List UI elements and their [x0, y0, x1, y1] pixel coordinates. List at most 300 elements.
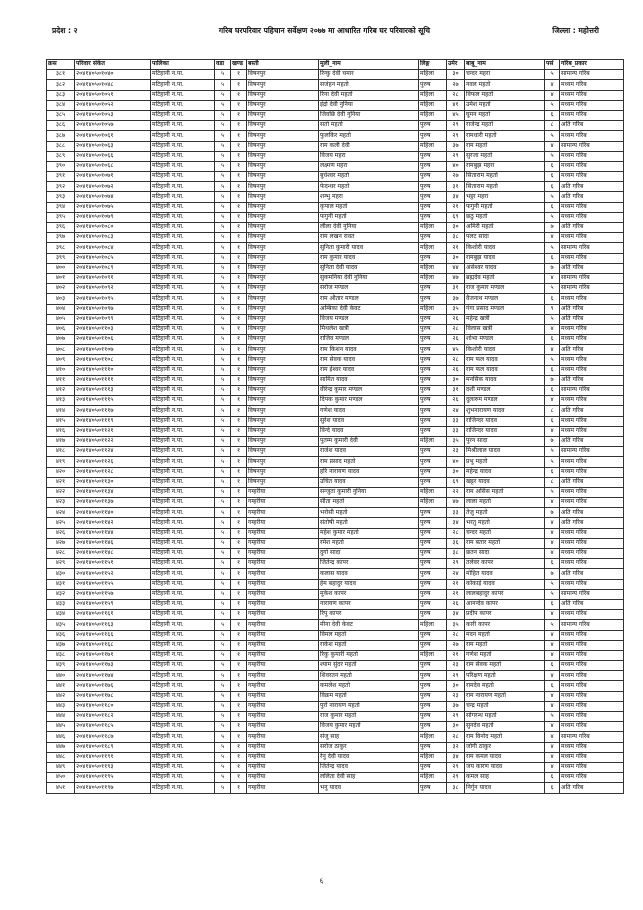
cell-block: १ [231, 202, 247, 212]
cell-serial: ४४६ [47, 732, 75, 742]
cell-head-name: फुलकिर महतो [319, 131, 419, 141]
cell-settlement: गम्हरीया [247, 671, 319, 681]
cell-household-code: २०४१४०५०१०७९ [75, 212, 151, 222]
cell-serial: ३९७ [47, 233, 75, 243]
table-row [47, 233, 624, 243]
cell-head-name: पुरो नारायण महतो [319, 701, 419, 711]
cell-father-name: मनसिक यादव [465, 375, 545, 385]
cell-poverty-type: मध्यम गरिब [560, 762, 624, 772]
cell-household-code: २०४१४०५०१०८९ [75, 263, 151, 273]
cell-serial: ३९६ [47, 223, 75, 233]
cell-gender: पुरुष [419, 375, 447, 385]
cell-head-name: सीता महतो [319, 498, 419, 508]
cell-serial: ४४१ [47, 681, 75, 691]
table-row [47, 701, 624, 711]
col-header-household-code: परिवार संकेत [75, 60, 151, 70]
cell-block: १ [231, 671, 247, 681]
cell-household-code: २०४१४०५०१०७१ [75, 172, 151, 182]
cell-gender: पुरुष [419, 691, 447, 701]
cell-block: १ [231, 518, 247, 528]
cell-family-size: ४ [545, 90, 560, 100]
cell-settlement: विषनपुर [247, 243, 319, 253]
cell-municipality: मटिहानी न.पा. [151, 640, 215, 650]
cell-father-name: परिक्षण महतो [465, 671, 545, 681]
cell-household-code: २०४१४०५०११३० [75, 477, 151, 487]
cell-ward: ५ [215, 722, 231, 732]
cell-municipality: मटिहानी न.पा. [151, 192, 215, 202]
cell-household-code: २०४१४०५०११०६ [75, 335, 151, 345]
cell-household-code: २०४१४०५०११५७ [75, 589, 151, 599]
table-row [47, 640, 624, 650]
cell-settlement: विषनपुर [247, 172, 319, 182]
table-row [47, 345, 624, 355]
cell-father-name: वैजनाथ मण्डल [465, 294, 545, 304]
cell-gender: पुरुष [419, 538, 447, 548]
cell-serial: ४३८ [47, 650, 75, 660]
cell-gender: पुरुष [419, 355, 447, 365]
cell-age: ३० [447, 70, 465, 80]
cell-municipality: मटिहानी न.पा. [151, 212, 215, 222]
cell-settlement: विषनपुर [247, 345, 319, 355]
cell-serial: ४१५ [47, 416, 75, 426]
col-header-father-name: बाबु_नाम [465, 60, 545, 70]
cell-block: १ [231, 620, 247, 630]
cell-age: २९ [447, 559, 465, 569]
cell-poverty-type: मध्यम गरिब [560, 253, 624, 263]
cell-family-size: ६ [545, 182, 560, 192]
cell-gender: पुरुष [419, 172, 447, 182]
cell-father-name: राम असिस महतो [465, 487, 545, 497]
cell-father-name: कारी कापर [465, 620, 545, 630]
cell-poverty-type: मध्यम गरिब [560, 579, 624, 589]
cell-family-size: ४ [545, 691, 560, 701]
cell-serial: ४१८ [47, 447, 75, 457]
cell-household-code: २०४१४०५०११४६ [75, 538, 151, 548]
col-header-family-size: पसं [545, 60, 560, 70]
cell-settlement: गम्हरीया [247, 528, 319, 538]
cell-municipality: मटिहानी न.पा. [151, 172, 215, 182]
cell-ward: ५ [215, 375, 231, 385]
table-row [47, 691, 624, 701]
cell-settlement: विषनपुर [247, 375, 319, 385]
cell-gender: पुरुष [419, 528, 447, 538]
cell-father-name: फगुनी महतो [465, 202, 545, 212]
cell-poverty-type: अति गरिब [560, 192, 624, 202]
cell-municipality: मटिहानी न.पा. [151, 579, 215, 589]
cell-settlement: गम्हरीया [247, 518, 319, 528]
cell-father-name: दशी मण्डल [465, 386, 545, 396]
cell-poverty-type: मध्यम गरिब [560, 365, 624, 375]
cell-father-name: राम सेवक महतो [465, 661, 545, 671]
cell-municipality: मटिहानी न.पा. [151, 701, 215, 711]
cell-family-size: ६ [545, 783, 560, 793]
cell-block: १ [231, 528, 247, 538]
cell-settlement: विषनपुर [247, 396, 319, 406]
cell-gender: पुरुष [419, 233, 447, 243]
cell-ward: ५ [215, 436, 231, 446]
cell-family-size: ४ [545, 640, 560, 650]
cell-age: ३० [447, 223, 465, 233]
cell-gender: पुरुष [419, 589, 447, 599]
cell-settlement: विषनपुर [247, 477, 319, 487]
cell-household-code: २०४१४०५०१०८३ [75, 233, 151, 243]
cell-ward: ५ [215, 182, 231, 192]
cell-household-code: २०४१४०५०१११७ [75, 406, 151, 416]
cell-gender: पुरुष [419, 467, 447, 477]
cell-settlement: विषनपुर [247, 314, 319, 324]
cell-block: १ [231, 508, 247, 518]
cell-family-size: ७ [545, 223, 560, 233]
cell-family-size: ७ [545, 436, 560, 446]
table-row [47, 355, 624, 365]
cell-gender: पुरुष [419, 416, 447, 426]
cell-ward: ५ [215, 518, 231, 528]
cell-settlement: विषनपुर [247, 161, 319, 171]
table-row [47, 773, 624, 783]
cell-serial: ४३४ [47, 610, 75, 620]
cell-municipality: मटिहानी न.पा. [151, 528, 215, 538]
cell-age: २८ [447, 528, 465, 538]
cell-ward: ५ [215, 549, 231, 559]
cell-block: १ [231, 121, 247, 131]
cell-municipality: मटिहानी न.पा. [151, 304, 215, 314]
cell-block: १ [231, 610, 247, 620]
table-row [47, 273, 624, 283]
table-row [47, 538, 624, 548]
cell-gender: पुरुष [419, 549, 447, 559]
table-row [47, 365, 624, 375]
cell-father-name: महेन्द्र यादव [465, 467, 545, 477]
cell-gender: पुरुष [419, 202, 447, 212]
cell-ward: ५ [215, 192, 231, 202]
cell-household-code: २०४१४०५०१०९९ [75, 314, 151, 324]
page-number: ६ [319, 877, 324, 885]
cell-ward: ५ [215, 294, 231, 304]
cell-family-size: ६ [545, 335, 560, 345]
cell-poverty-type: मध्यम गरिब [560, 457, 624, 467]
cell-father-name: किशोरी यादव [465, 243, 545, 253]
cell-household-code: २०४१४०५०११५५ [75, 579, 151, 589]
cell-family-size: ४ [545, 671, 560, 681]
cell-age: ३८ [447, 233, 465, 243]
cell-poverty-type: अति गरिब [560, 599, 624, 609]
cell-father-name: छतन सादा [465, 549, 545, 559]
cell-block: १ [231, 182, 247, 192]
table-row [47, 212, 624, 222]
cell-ward: ५ [215, 487, 231, 497]
cell-municipality: मटिहानी न.पा. [151, 324, 215, 334]
table-row [47, 141, 624, 151]
cell-father-name: भट्ठर महरा [465, 192, 545, 202]
cell-age: ३० [447, 467, 465, 477]
cell-household-code: २०४१४०५०११६१ [75, 610, 151, 620]
cell-head-name: सजंहन महतो [319, 80, 419, 90]
cell-block: १ [231, 681, 247, 691]
household-table [46, 59, 624, 794]
cell-head-name: फगुनी महतो [319, 212, 419, 222]
cell-serial: ४५१ [47, 783, 75, 793]
table-row [47, 436, 624, 446]
cell-ward: ५ [215, 650, 231, 660]
cell-father-name: जोगी ठाकुर [465, 742, 545, 752]
cell-ward: ५ [215, 732, 231, 742]
cell-head-name: सुनिता देवी यादव [319, 263, 419, 273]
cell-block: १ [231, 192, 247, 202]
cell-poverty-type: मध्यम गरिब [560, 712, 624, 722]
table-row [47, 610, 624, 620]
cell-poverty-type: अति गरिब [560, 263, 624, 273]
cell-gender: पुरुष [419, 80, 447, 90]
cell-gender: पुरुष [419, 671, 447, 681]
cell-settlement: गम्हरीया [247, 538, 319, 548]
cell-family-size: ४ [545, 742, 560, 752]
cell-settlement: विषनपुर [247, 151, 319, 161]
cell-head-name: सतो महतो [319, 121, 419, 131]
cell-ward: ५ [215, 579, 231, 589]
cell-serial: ४३९ [47, 661, 75, 671]
cell-settlement: विषनपुर [247, 141, 319, 151]
cell-municipality: मटिहानी न.पा. [151, 365, 215, 375]
cell-household-code: २०४१४०५०१०८४ [75, 243, 151, 253]
cell-father-name: राम कमल यादव [465, 752, 545, 762]
table-row [47, 324, 624, 334]
cell-father-name: अमिरी महतो [465, 223, 545, 233]
cell-household-code: २०४१४०५०१०६३ [75, 141, 151, 151]
cell-head-name: कमलेश महतो [319, 681, 419, 691]
cell-ward: ५ [215, 304, 231, 314]
cell-gender: महिला [419, 70, 447, 80]
cell-household-code: २०४१४०५०१०५३ [75, 110, 151, 120]
cell-ward: ५ [215, 661, 231, 671]
cell-age: ४७ [447, 498, 465, 508]
cell-poverty-type: मध्यम गरिब [560, 335, 624, 345]
cell-gender: महिला [419, 487, 447, 497]
cell-father-name: राम महतो [465, 141, 545, 151]
col-header-age: उमेर [447, 60, 465, 70]
cell-ward: ५ [215, 161, 231, 171]
table-row [47, 732, 624, 742]
cell-serial: ४२२ [47, 487, 75, 497]
cell-ward: ५ [215, 477, 231, 487]
cell-municipality: मटिहानी न.पा. [151, 498, 215, 508]
table-row [47, 386, 624, 396]
cell-settlement: विषनपुर [247, 426, 319, 436]
cell-family-size: ६ [545, 253, 560, 263]
cell-settlement: गम्हरीया [247, 508, 319, 518]
cell-father-name: शोभा मण्डल [465, 335, 545, 345]
cell-municipality: मटिहानी न.पा. [151, 284, 215, 294]
cell-head-name: संतोषी महतो [319, 518, 419, 528]
cell-gender: पुरुष [419, 294, 447, 304]
cell-family-size: ५ [545, 314, 560, 324]
cell-father-name: लालबहादुर कापर [465, 589, 545, 599]
cell-father-name: ब्रह्मदेव महतो [465, 273, 545, 283]
cell-municipality: मटिहानी न.पा. [151, 742, 215, 752]
table-row [47, 722, 624, 732]
cell-gender: पुरुष [419, 681, 447, 691]
table-row [47, 202, 624, 212]
cell-household-code: २०४१४०५०१०९७ [75, 304, 151, 314]
cell-municipality: मटिहानी न.पा. [151, 436, 215, 446]
cell-family-size: ८ [545, 477, 560, 487]
cell-municipality: मटिहानी न.पा. [151, 335, 215, 345]
cell-settlement: गम्हरीया [247, 722, 319, 732]
cell-age: ४० [447, 457, 465, 467]
cell-head-name: हेम बहादुर यादव [319, 579, 419, 589]
table-row [47, 579, 624, 589]
cell-municipality: मटिहानी न.पा. [151, 426, 215, 436]
cell-municipality: मटिहानी न.पा. [151, 202, 215, 212]
cell-age: २९ [447, 712, 465, 722]
cell-serial: ४१४ [47, 406, 75, 416]
cell-age: २१ [447, 650, 465, 660]
cell-settlement: विषनपुर [247, 182, 319, 192]
cell-ward: ५ [215, 773, 231, 783]
cell-poverty-type: अति गरिब [560, 304, 624, 314]
cell-gender: पुरुष [419, 253, 447, 263]
cell-serial: ३८१ [47, 70, 75, 80]
cell-age: ३७ [447, 141, 465, 151]
cell-settlement: गम्हरीया [247, 712, 319, 722]
cell-household-code: २०४१४०५०१०९५ [75, 294, 151, 304]
cell-household-code: २०४१४०५०११२१ [75, 426, 151, 436]
cell-block: १ [231, 447, 247, 457]
cell-household-code: २०४१४०५०११७४ [75, 671, 151, 681]
cell-head-name: राम औतार मण्डल [319, 294, 419, 304]
cell-ward: ५ [215, 528, 231, 538]
cell-gender: पुरुष [419, 386, 447, 396]
cell-head-name: सरोज मण्डल [319, 284, 419, 294]
cell-block: १ [231, 579, 247, 589]
cell-ward: ५ [215, 630, 231, 640]
cell-family-size: ६ [545, 172, 560, 182]
cell-family-size: ४ [545, 762, 560, 772]
cell-head-name: महेश कुमार महतो [319, 528, 419, 538]
table-row [47, 110, 624, 120]
cell-block: १ [231, 90, 247, 100]
cell-ward: ५ [215, 447, 231, 457]
table-row [47, 650, 624, 660]
table-row [47, 70, 624, 80]
cell-age: ३३ [447, 426, 465, 436]
cell-municipality: मटिहानी न.पा. [151, 131, 215, 141]
cell-family-size: ६ [545, 386, 560, 396]
cell-head-name: राम किशन यादव [319, 345, 419, 355]
cell-gender: पुरुष [419, 630, 447, 640]
cell-municipality: मटिहानी न.पा. [151, 477, 215, 487]
cell-age: २७ [447, 640, 465, 650]
cell-head-name: बुधेश्वर महतो [319, 172, 419, 182]
cell-serial: ४४७ [47, 742, 75, 752]
cell-gender: पुरुष [419, 722, 447, 732]
cell-ward: ५ [215, 416, 231, 426]
cell-block: १ [231, 284, 247, 294]
cell-block: १ [231, 436, 247, 446]
cell-block: १ [231, 172, 247, 182]
cell-father-name: नवल महतो [465, 80, 545, 90]
cell-block: १ [231, 406, 247, 416]
cell-serial: ४२० [47, 467, 75, 477]
cell-age: ४५ [447, 345, 465, 355]
cell-household-code: २०४१४०५०११२८ [75, 467, 151, 477]
cell-family-size: ४ [545, 233, 560, 243]
cell-gender: पुरुष [419, 447, 447, 457]
cell-father-name: भरतु महतो [465, 518, 545, 528]
col-header-block: खण्ड [231, 60, 247, 70]
cell-block: १ [231, 80, 247, 90]
cell-family-size: ५ [545, 447, 560, 457]
cell-family-size: ५ [545, 131, 560, 141]
table-row [47, 243, 624, 253]
cell-age: २२ [447, 487, 465, 497]
cell-household-code: २०४१४०५०११७८ [75, 691, 151, 701]
cell-settlement: विषनपुर [247, 386, 319, 396]
cell-age: ३८ [447, 549, 465, 559]
cell-block: १ [231, 253, 247, 263]
cell-age: २८ [447, 355, 465, 365]
cell-settlement: विषनपुर [247, 273, 319, 283]
cell-serial: ४३६ [47, 630, 75, 640]
col-header-serial: क्रस [47, 60, 75, 70]
cell-household-code: २०४१४०५०१०४८ [75, 80, 151, 90]
cell-municipality: मटिहानी न.पा. [151, 182, 215, 192]
cell-father-name: रामदेव महतो [465, 681, 545, 691]
cell-poverty-type: अति गरिब [560, 518, 624, 528]
cell-poverty-type: मध्यम गरिब [560, 559, 624, 569]
cell-family-size: ६ [545, 202, 560, 212]
cell-household-code: २०४१४०५०११६३ [75, 620, 151, 630]
cell-settlement: विषनपुर [247, 436, 319, 446]
cell-father-name: गणेश महतो [465, 650, 545, 660]
cell-father-name: रामबुझ महरा [465, 161, 545, 171]
cell-settlement: विषनपुर [247, 90, 319, 100]
cell-settlement: विषनपुर [247, 80, 319, 90]
cell-family-size: ४ [545, 518, 560, 528]
cell-father-name: लाला महतो [465, 498, 545, 508]
cell-father-name: प्रभु महतो [465, 457, 545, 467]
cell-poverty-type: मध्यम गरिब [560, 487, 624, 497]
cell-municipality: मटिहानी न.पा. [151, 355, 215, 365]
cell-gender: पुरुष [419, 324, 447, 334]
cell-household-code: २०४१४०५०१०५२ [75, 100, 151, 110]
cell-municipality: मटिहानी न.पा. [151, 762, 215, 772]
cell-head-name: राकेश महतो [319, 640, 419, 650]
cell-head-name: ललिता देवी साह [319, 773, 419, 783]
col-header-municipality: पालिका [151, 60, 215, 70]
cell-family-size: ४ [545, 273, 560, 283]
cell-household-code: २०४१४०५०११२४ [75, 447, 151, 457]
cell-head-name: सरोज ठाकुर [319, 742, 419, 752]
cell-poverty-type: मध्यम गरिब [560, 90, 624, 100]
cell-father-name: सोगरन्थ महतो [465, 712, 545, 722]
table-row [47, 263, 624, 273]
cell-family-size: ६ [545, 110, 560, 120]
cell-father-name: घुमन महतो [465, 110, 545, 120]
cell-household-code: २०४१४०५०१११३ [75, 386, 151, 396]
cell-block: १ [231, 335, 247, 345]
table-row [47, 416, 624, 426]
cell-serial: ४०३ [47, 294, 75, 304]
cell-age: २१ [447, 589, 465, 599]
cell-poverty-type: मध्यम गरिब [560, 722, 624, 732]
cell-settlement: विषनपुर [247, 294, 319, 304]
cell-father-name: खट्टर यादव [465, 477, 545, 487]
cell-household-code: २०४१४०५०११८० [75, 701, 151, 711]
table-row [47, 783, 624, 793]
cell-ward: ५ [215, 324, 231, 334]
cell-ward: ५ [215, 100, 231, 110]
cell-family-size: ८ [545, 121, 560, 131]
